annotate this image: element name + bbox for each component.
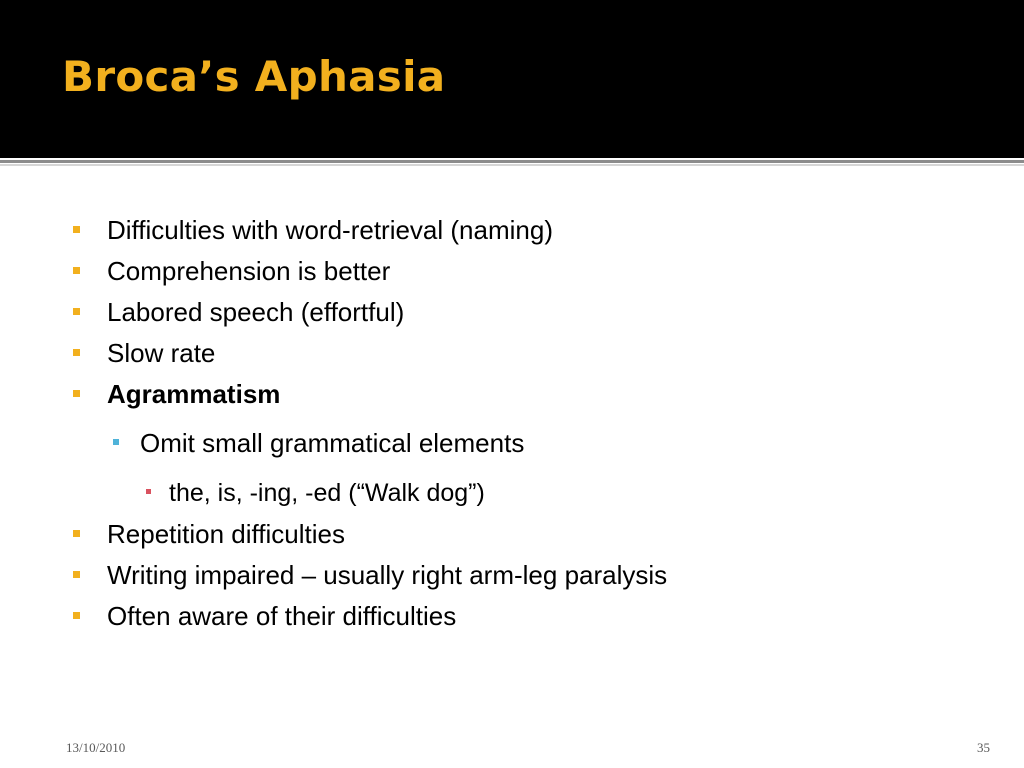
bullet-marker-square [73,571,80,578]
bullet-marker-square [73,390,80,397]
bullet-marker-square [73,267,80,274]
page-number: 35 [977,740,990,755]
bullet-text: Agrammatism [107,379,281,409]
footer-date: 13/10/2010 [66,740,126,755]
slide-title: Broca’s Aphasia [62,52,446,101]
bullet-text: Labored speech (effortful) [107,297,405,327]
sub-bullet-marker-square [113,439,119,445]
bullet-marker-square [73,226,80,233]
bullet-marker-square [73,612,80,619]
bullet-marker-square [73,308,80,315]
bullet-text: Slow rate [107,338,216,368]
sub-sub-bullet-marker-square [146,489,151,494]
sub-bullet-text: Omit small grammatical elements [140,428,525,458]
sub-sub-bullet-text: the, is, -ing, -ed (“Walk dog”) [169,479,485,507]
bullet-text: Writing impaired – usually right arm-leg paralysis [107,560,668,590]
bullet-text: Often aware of their difficulties [107,601,457,631]
bullet-text: Repetition difficulties [107,519,345,549]
bullet-text: Difficulties with word-retrieval (naming) [107,215,553,245]
bullet-text: Comprehension is better [107,256,391,286]
bullet-marker-square [73,530,80,537]
bullet-marker-square [73,349,80,356]
